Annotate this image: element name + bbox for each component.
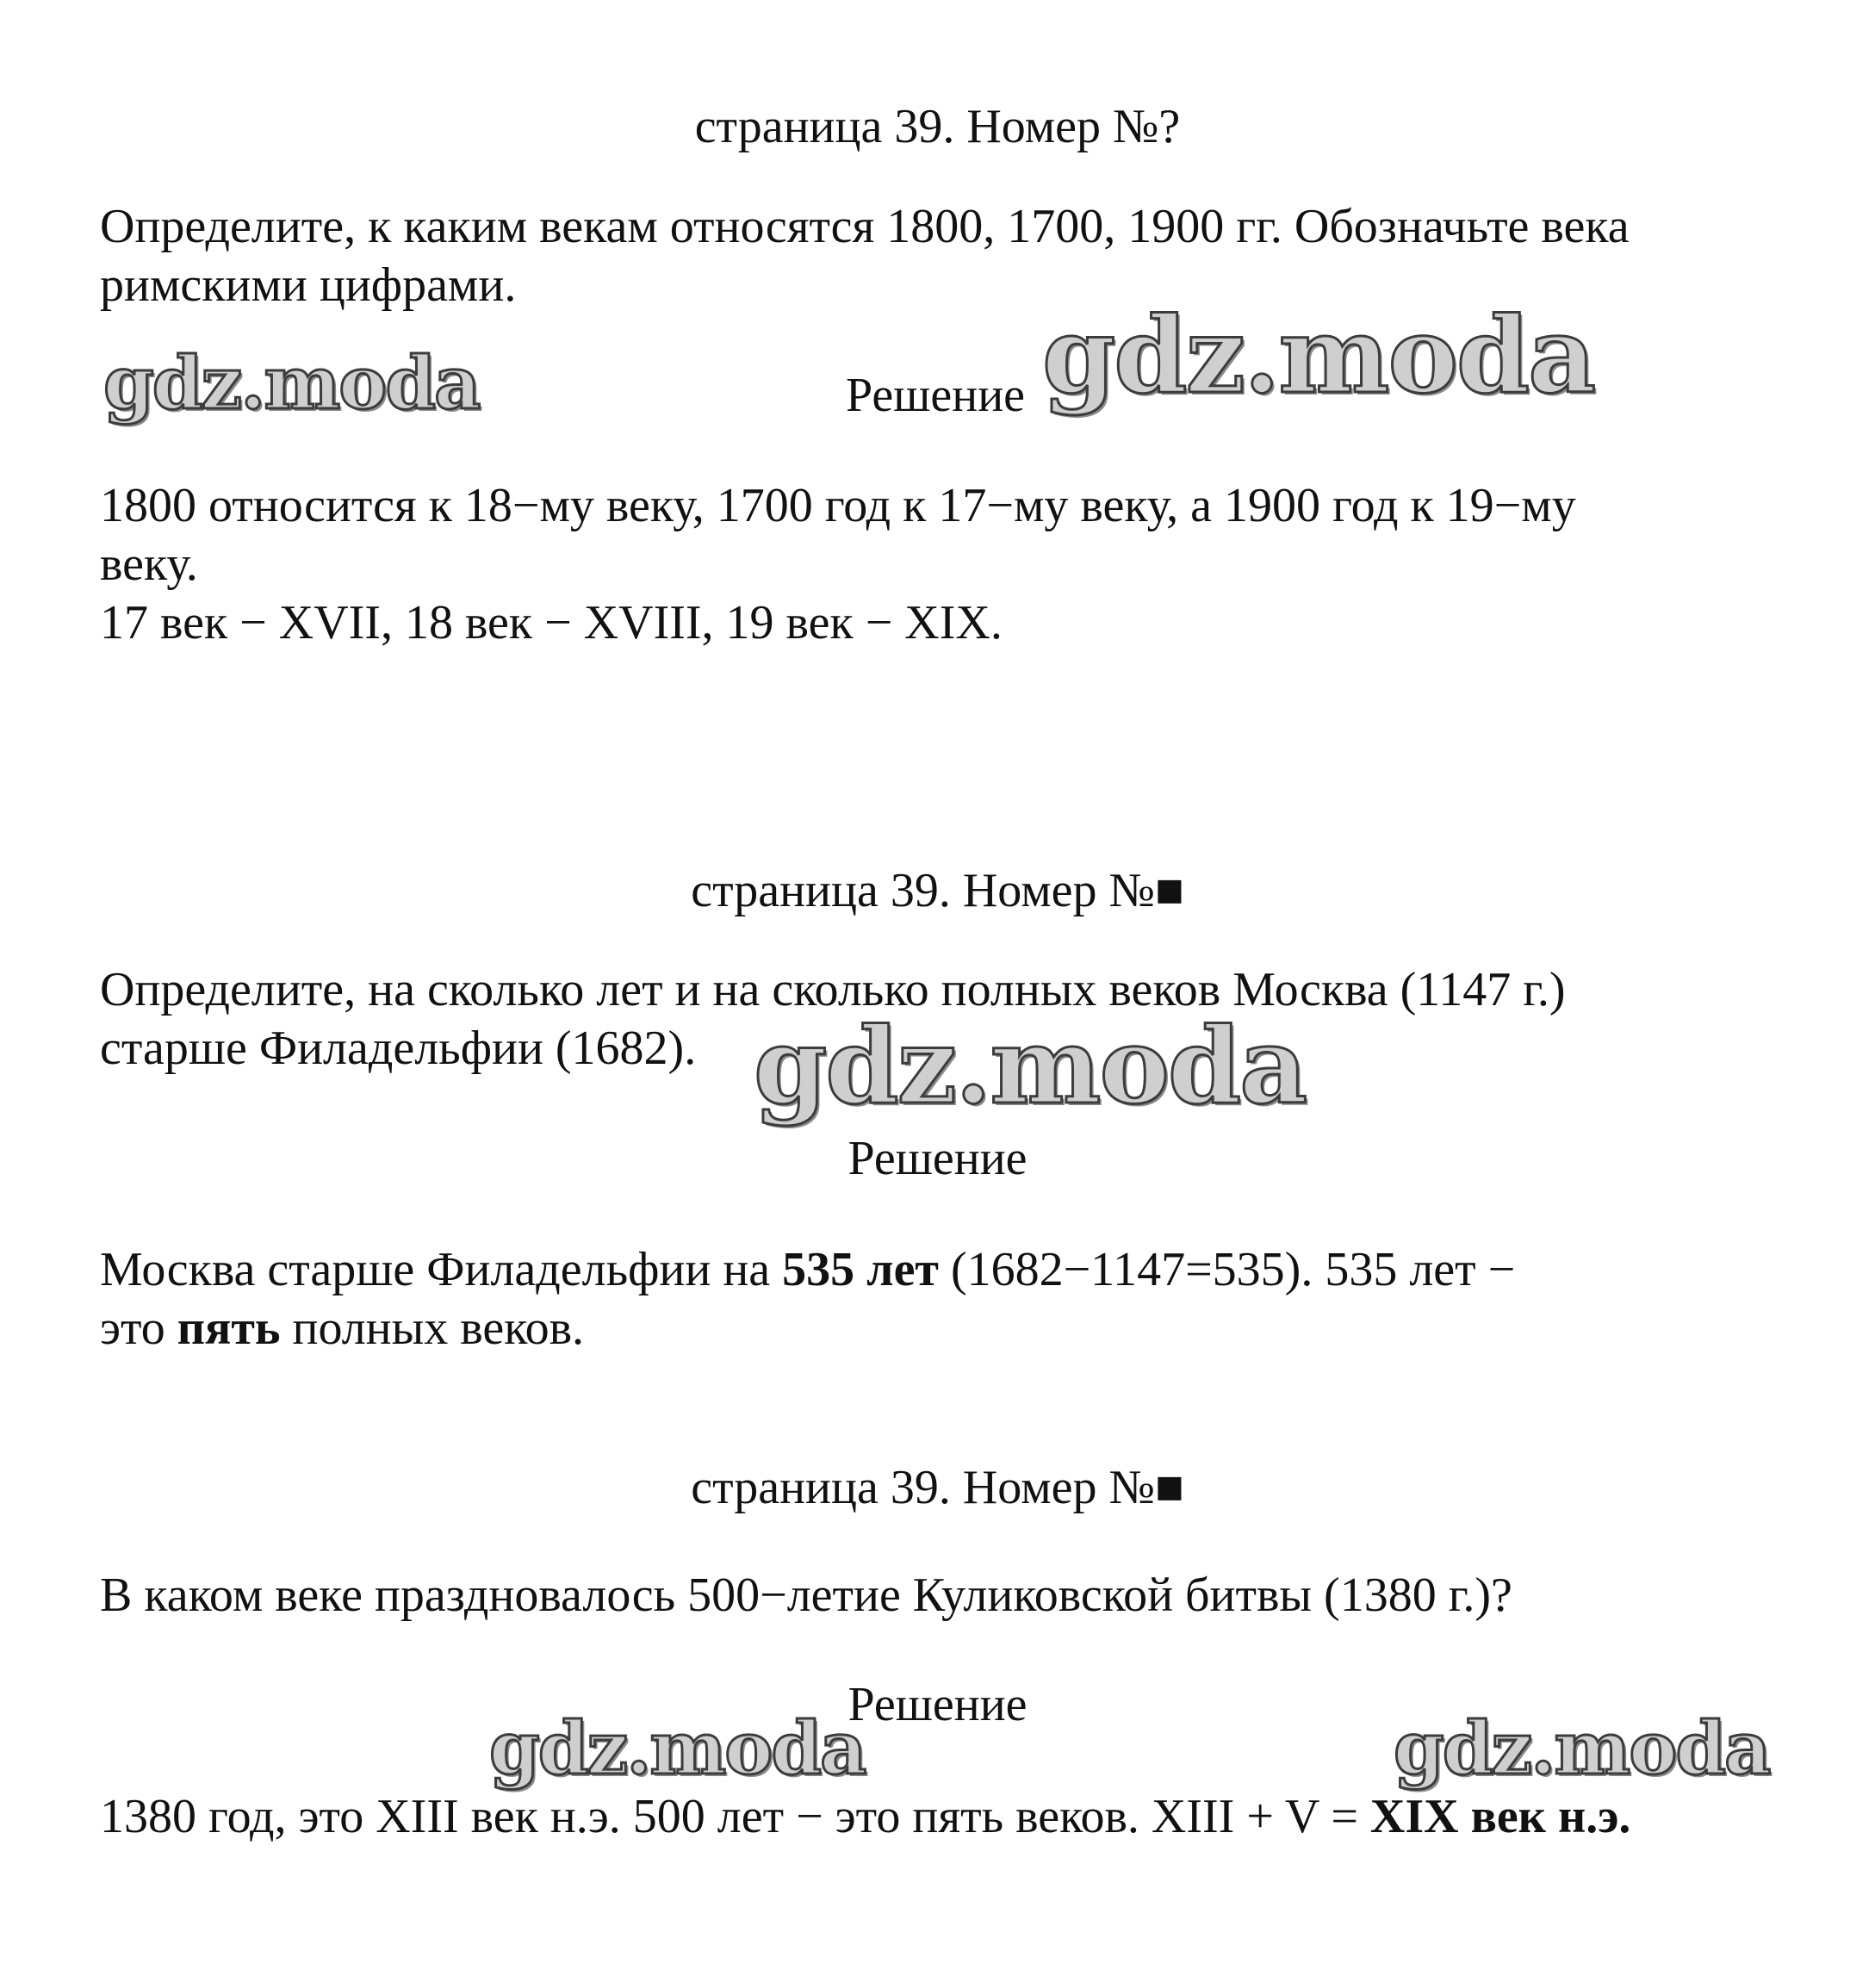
problem-2-solution-label: Решение [847,1132,1028,1185]
problem-1-answer-line-3: 17 век − XVII, 18 век − XVIII, 19 век − XIX. [100,596,1003,649]
problem-3-header: страница 39. Номер №■ [691,1461,1184,1514]
problem-1-answer-line-2: веку. [100,537,198,591]
problem-2-question-line-2: старше Филадельфии (1682). [100,1022,697,1075]
problem-3-question-line-1: В каком веке праздновалось 500−летие Куликовской битвы (1380 г.)? [100,1569,1512,1622]
problem-1-answer-line-1: 1800 относится к 18−му веку, 1700 год к 17−му веку, а 1900 год к 19−му [100,479,1576,532]
problem-1-solution-label: Решение [846,369,1026,422]
watermark-logo: gdz.moda [754,1003,1307,1128]
watermark-logo: gdz.moda [1042,293,1595,417]
problem-3-answer-line-1: 1380 год, это XIII век н.э. 500 лет − это пять веков. XIII + V = XIX век н.э. [100,1790,1631,1843]
problem-2-answer-line-1: Москва старше Филадельфии на 535 лет (1682−1147=535). 535 лет − [100,1243,1516,1296]
problem-1-question-line-1: Определите, к каким векам относятся 1800, 1700, 1900 гг. Обозначьте века [100,200,1630,253]
problem-2-question-line-1: Определите, на сколько лет и на сколько полных веков Москва (1147 г.) [100,963,1566,1016]
problem-1-question-line-2: римскими цифрами. [100,258,517,312]
watermark-logo: gdz.moda [1394,1705,1770,1791]
problem-1-header: страница 39. Номер №? [694,100,1181,153]
problem-2-answer-line-2: это пять полных веков. [100,1302,585,1355]
watermark-logo: gdz.moda [103,340,480,426]
watermark-logo: gdz.moda [489,1705,866,1791]
problem-2-header: страница 39. Номер №■ [691,864,1184,917]
problem-3-solution-label: Решение [847,1678,1028,1731]
